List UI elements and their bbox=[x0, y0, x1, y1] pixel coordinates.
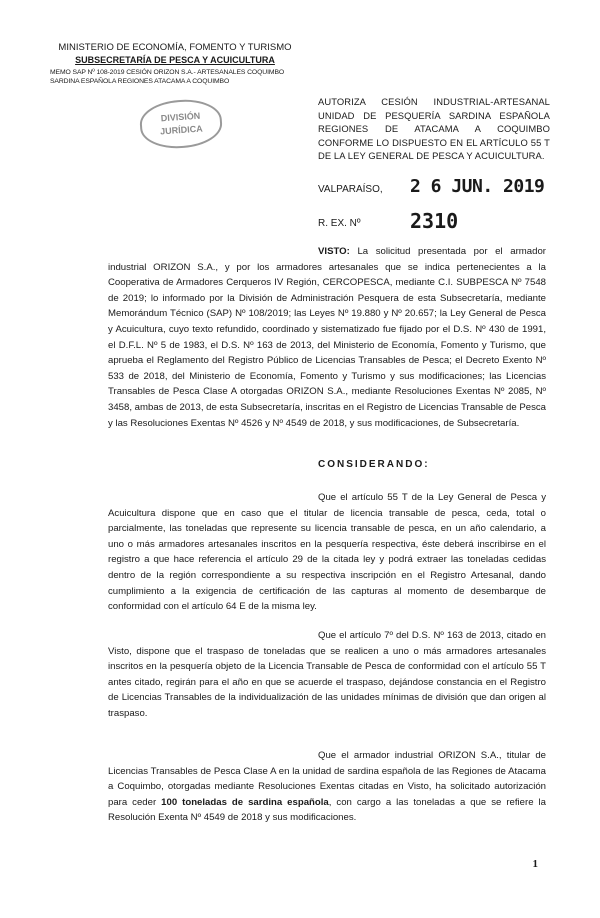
visto-label: VISTO: bbox=[318, 246, 350, 257]
letterhead bbox=[55, 42, 295, 66]
rex-label: R. EX. Nº bbox=[318, 218, 361, 229]
memo-line-1: MEMO SAP Nº 108-2019 CESIÓN ORIZON S.A.- ARTESANALES COQUIMBO bbox=[50, 69, 285, 76]
page-number: 1 bbox=[532, 858, 538, 870]
considerando-heading: CONSIDERANDO: bbox=[318, 459, 430, 470]
para3-bold-tonnage: 100 toneladas de sardina española bbox=[161, 796, 329, 808]
visto-text: La solicitud presentada por el armador industrial ORIZON S.A., y por los armadores artesanales que se indica pertenecientes a la Cooperativa de Armadores Cerqueros IV Región, CERCOPESCA, mediante C.I. SUBPESCA Nº 7548 de 2019; lo informado por la División de Administración Pesquera de esta Subsecretaría, mediante Memorándum Técnico (SAP) Nº 108/2019; las Leyes Nº 19.880 y Nº 20.657; la Ley General de Pesca y Acuicultura, cuyo texto refundido, coordinado y sistematizado fue fijado por el D.S. Nº 430 de 1991, el D.F.L. Nº 5 de 1983, el D.S. Nº 163 de 2013, del Ministerio de Economía, Fomento y Turismo, que aprueba el Reglamento del Registro Público de Licencias Transables de Pesca; el Decreto Exento Nº 533 de 2018, del Ministerio de Economía, Fomento y Turismo y sus modificaciones; las Licencias Transables de Pesca Clase A otorgadas ORIZON S.A., mediante Resoluciones Exentas Nº 2085, Nº 3458, ambas de 2013, de esta Subsecretaría, inscritas en el Registro de Licencias Transable de Pesca y las Resoluciones Exentas Nº 4526 y Nº 4549 de 2018, y sus modificaciones, de Subsecretaría. bbox=[108, 246, 546, 429]
subsecretaria-name: SUBSECRETARÍA DE PESCA Y ACUICULTURA bbox=[75, 55, 275, 65]
place-label: VALPARAÍSO, bbox=[318, 184, 383, 195]
ministry-name: MINISTERIO DE ECONOMÍA, FOMENTO Y TURISMO bbox=[58, 42, 292, 53]
considerando-paragraph-1: Que el artículo 55 T de la Ley General de Pesca y Acuicultura dispone que en caso que el titular de licencia transable de pesca, ceda, total o parcialmente, las toneladas que represente su licencia transable de pesca, en un año calendario, a uno o más armadores artesanales inscritos en la pesquería respectiva, éste deberá inscribirse en el registro a que hace referencia el artículo 29 de la citada ley y podrá extraer las toneladas cedidas dentro de la región correspondiente a su respectiva inscripción en el Registro Artesanal, dando cumplimiento a la exigencia de certificación de las capturas al momento de desembarque de conformidad con el artículo 64 E de la misma ley. bbox=[108, 492, 546, 613]
rex-number: 2310 bbox=[410, 209, 459, 233]
considerando-paragraph-3 bbox=[108, 748, 546, 826]
stamp-line-1: DIVISIÓN bbox=[160, 110, 201, 124]
date-stamp: 2 6 JUN. 2019 bbox=[410, 176, 545, 197]
division-juridica-stamp bbox=[138, 97, 223, 151]
considerando-paragraph-2: Que el artículo 7º del D.S. Nº 163 de 2013, citado en Visto, dispone que el traspaso de toneladas que se realicen a uno o más armadores artesanales inscritos en la pesquería objeto de la Licencia Transable de Pesca de conformidad con el artículo 55 T antes citado, regirán para el año en que se acuerde el traspaso, dejándose constancia en el Registro de Licencias Transables de la individualización de las unidades mínimas de división que dan origen al traspaso. bbox=[108, 630, 546, 719]
visto-paragraph bbox=[108, 244, 546, 431]
resolution-title: AUTORIZA CESIÓN INDUSTRIAL-ARTESANAL UNIDAD DE PESQUERÍA SARDINA ESPAÑOLA REGIONES DE ATACAMA A COQUIMBO CONFORME LO DISPUESTO EN EL ARTÍCULO 55 T DE LA LEY GENERAL DE PESCA Y ACUICULTURA. bbox=[318, 96, 550, 161]
stamp-line-2: JURÍDICA bbox=[159, 123, 203, 137]
memo-reference bbox=[50, 68, 310, 86]
para3-text-after: , con cargo a las toneladas a que se refiere la Resolución Exenta Nº 4549 de 2018 y sus modificaciones. bbox=[108, 796, 546, 824]
memo-line-2: SARDINA ESPAÑOLA REGIONES ATACAMA A COQUIMBO bbox=[50, 78, 230, 85]
para3-text-before: Que el armador industrial ORIZON S.A., titular de Licencias Transables de Pesca Clase A en la unidad de sardina española de las Regiones de Atacama a Coquimbo, otorgadas mediante Resoluciones Exentas citadas en Visto, ha solicitado autorización para ceder bbox=[108, 750, 546, 808]
